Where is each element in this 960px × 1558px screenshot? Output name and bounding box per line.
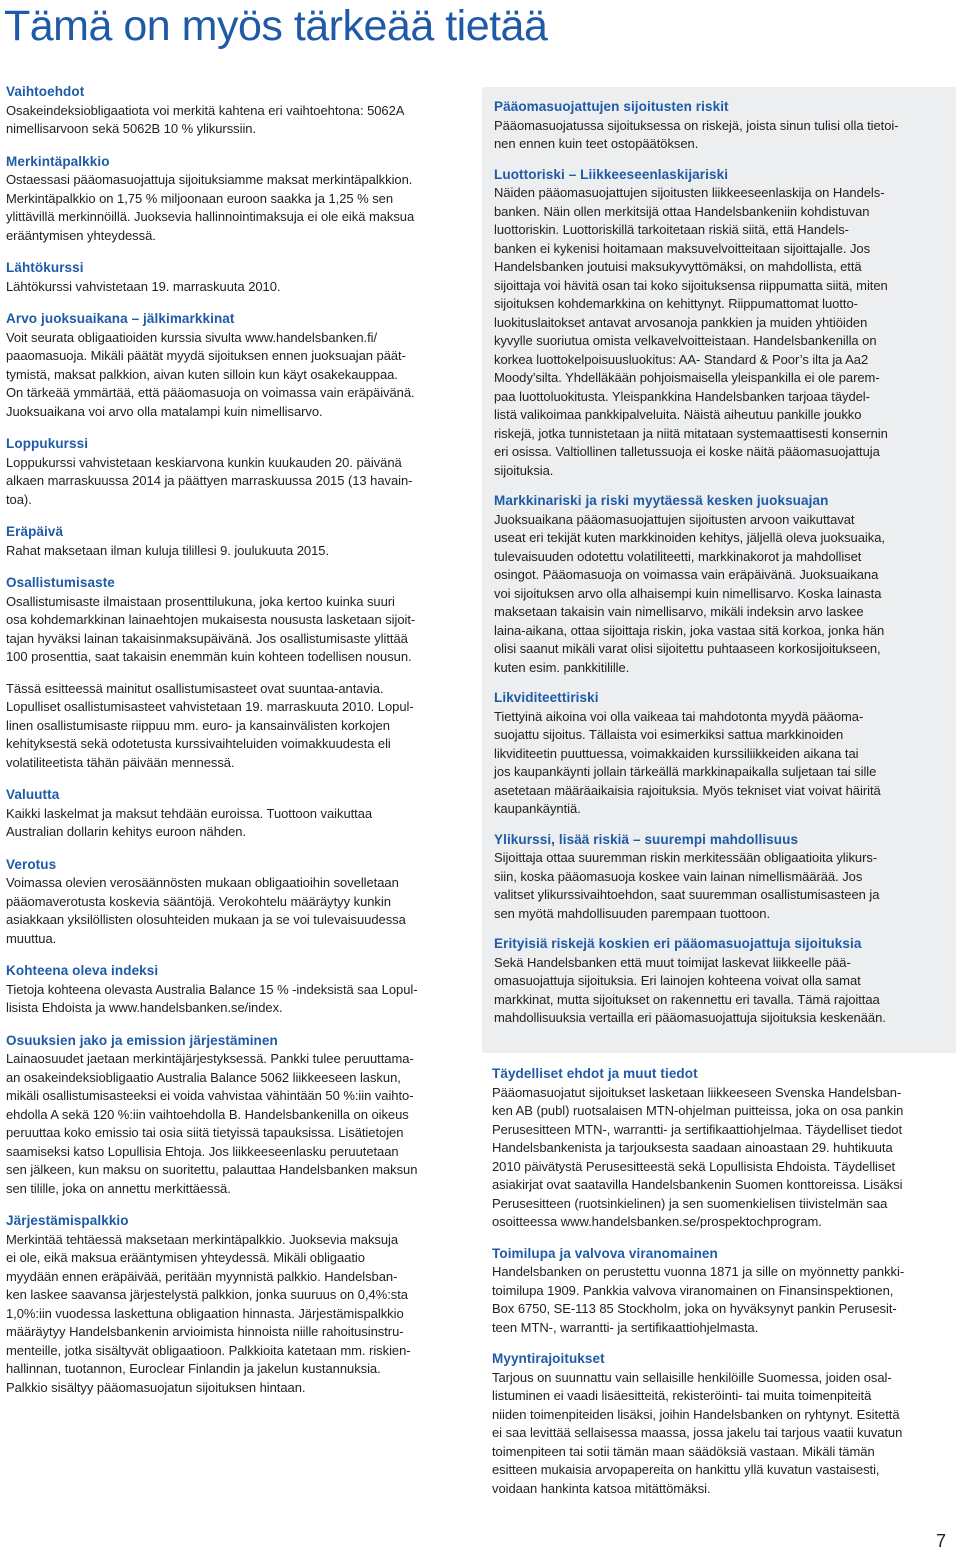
section-heading: Osuuksien jako ja emission järjestäminen	[6, 1032, 278, 1048]
right-bottom-column	[492, 1065, 948, 1511]
section-paragraph: Voit seurata obligaatioiden kurssia sivulta www.handelsbanken.fi/ paaomasuoja. Mikäli päätät myydä sijoituksen ennen juoksuajan päät- tymistä, maksat palkkion, aivan kuten silloin kun käyt osakekauppaa. On tärkeää ymmärtää, että pääomasuoja on voimassa vain eräpäivänä. Juoksuaikana voi arvo olla matalampi kuin nimellisarvo.	[6, 329, 415, 419]
section-paragraph: Juoksuaikana pääomasuojattujen sijoitusten arvoon vaikuttavat useat eri tekijät kuten markkinoiden kehitys, jäljellä oleva juoksuaika, tulevaisuuden odotettu volatiliteetti, markkinakorot ja mahdolliset osingot. Pääomasuoja on voimassa vain eräpäivänä. Juoksuaikana voi sijoituksen arvo olla alhaisempi kuin nimellisarvo. Koska lainasta maksetaan takaisin vain nimellisarvo, mikäli indeksin arvo laskee laina-aikana, ottaa sijoittaja riskin, joka vastaa sitä korkoa, jonka hän olisi saanut mikäli varat olisi sijoitettu puhtaaseen korkosijoitukseen, kuten esim. pankkitilille.	[494, 511, 885, 675]
section-paragraph: Ostaessasi pääomasuojattuja sijoituksiamme maksat merkintäpalkkion. Merkintäpalkkio on 1,75 % miljoonaan euroon saakka ja 1,25 % sen ylittävillä merkinnöillä. Juoksevia hallinnointimaksuja ei ole eikä maksua erääntymisen yhteydessä.	[6, 172, 415, 243]
section-paragraph: Lähtökurssi vahvistetaan 19. marraskuuta 2010.	[6, 278, 281, 294]
section-loppukurssi	[6, 435, 464, 509]
section-ylikurssi-lisaa-riskia-suurempi-mahdollisuus	[494, 831, 946, 924]
section-heading: Valuutta	[6, 787, 60, 802]
section-erapaiva	[6, 523, 464, 560]
section-heading: Markkinariski ja riski myytäessä kesken juoksuajan	[494, 493, 829, 508]
section-heading: Eräpäivä	[6, 524, 64, 539]
section-paragraph: Pääomasuojatut sijoitukset lasketaan liikkeeseen Svenska Handelsban- ken AB (publ) ruotsalaisen MTN-ohjelman puitteissa, joka on osa pankin Perusesitteen MTN-, warrantti- ja sertifikaattiohjelmaa. Täydelliset tiedot Handelsbankenista ja tarjouksesta saadaan ainoastaan 29. huhtikuuta 2010 päivätystä Perusesitteestä sekä Lopullisista Ehdoista. Täydelliset asiakirjat ovat saatavilla Handelsbankenin Suomen konttoreissa. Lisäksi Perusesitteen (ruotsinkielinen) ja sen suomenkielisen tiivistelmän saa osoitteessa www.handelsbanken.se/prospektochprogram.	[492, 1084, 904, 1229]
section-likviditeettiriski	[494, 689, 946, 819]
section-taydelliset-ehdot-ja-muut-tiedot	[492, 1065, 948, 1232]
section-osuuksien-jako-ja-emission-jarjestaminen	[6, 1032, 464, 1199]
section-heading: Loppukurssi	[6, 436, 89, 451]
section-erityisia-riskeja-koskien-eri-paaomasuojattuja-sijoituksia	[494, 935, 946, 1028]
section-heading: Toimilupa ja valvova viranomainen	[492, 1245, 718, 1261]
section-paragraph: Loppukurssi vahvistetaan keskiarvona kunkin kuukauden 20. päivänä alkaen marraskuussa 2014 ja päättyen marraskuussa 2015 (13 havain- toa).	[6, 454, 413, 507]
section-heading: Osallistumisaste	[6, 575, 115, 590]
section-jarjestamispalkkio	[6, 1212, 464, 1397]
section-paragraph: Sijoittaja ottaa suuremman riskin merkitessään obligaatioita ylikurs- siin, koska pääomasuoja koskee vain lainan nimellismäärää. Jos valitset ylikurssivaihtoehdon, saat suuremman osallistumisasteen ja sen myötä mahdollisuuden parempaan tuottoon.	[494, 850, 880, 921]
section-merkintapalkkio	[6, 153, 464, 246]
section-arvo-juoksuaikana-jalkimarkkinat	[6, 310, 464, 421]
section-valuutta	[6, 786, 464, 842]
section-heading: Likviditeettiriski	[494, 690, 599, 705]
section-heading: Kohteena oleva indeksi	[6, 963, 159, 978]
section-vaihtoehdot	[6, 83, 464, 139]
section-verotus	[6, 856, 464, 949]
section-paragraph: Näiden pääomasuojattujen sijoitusten liikkeeseenlaskija on Handels- banken. Näin ollen merkitsijä ottaa Handelsbankeniin kohdistuvan luottoriskin. Luottoriskillä tarkoitetaan riskiä siitä, että Handels- banken ei kykenisi hoitamaan maksuvelvoitteitaan sijoittajalle. Jos Handelsbanken joutuisi maksukyvyttömäksi, on mahdollista, että sijoittaja voi hävitä osan tai koko sijoituksensa riippumatta siitä, miten sijoituksen kohdemarkkina on kehittynyt. Riippumattomat luotto- luokituslaitokset antavat arvosanoja pankkien ja muiden yhtiöiden kyvylle suoriutua omista velkavelvoitteistaan. Handelsbankenilla on korkea luottokelpoisuusluokitus: AA- Standard & Poor’s ilta ja Aa2 Moody’silta. Yhdelläkään pohjoismaisella yleispankilla ei ole parem- paa luottoluokitusta. Yleispankkina Handelsbanken tarjoaa täydel- listä valikoimaa pankkipalveluita. Näistä aiheutuu pankille joukko riskejä, jotka tunnistetaan ja niitä mitataan systemaattisesti konsernin eri osissa. Valtiollinen talletussuoja ei koske näitä pääomasuojattuja sijoituksia.	[494, 185, 888, 478]
section-osallistumisaste	[6, 574, 464, 772]
section-heading: Luottoriski – Liikkeeseenlaskijariski	[494, 166, 729, 182]
section-paaomasuojattujen-sijoitusten-riskit	[494, 98, 946, 154]
section-kohteena-oleva-indeksi	[6, 962, 464, 1018]
section-paragraph: Kaikki laskelmat ja maksut tehdään euroissa. Tuottoon vaikuttaa Australian dollarin kehitys euroon nähden.	[6, 805, 373, 839]
page-title: Tämä on myös tärkeää tietää	[4, 2, 548, 50]
section-heading: Verotus	[6, 856, 57, 872]
section-paragraph: Lainaosuudet jaetaan merkintäjärjestyksessä. Pankki tulee peruuttama- an osakeindeksiobligaatio Australia Balance 5062 liikkeeseen laskun, mikäli osallistumisasteeksi ei voida vahvistaa vähintään 50 %:iin vaihto- ehdolla A sekä 120 %:iin vaihtoehdolla B. Handelsbankenilla on oikeus peruuttaa koko emissio tai osia siitä tietyissä tapauksissa. Lisätietojen saamiseksi katso Lopullisia Ehtoja. Jos liikkeeseenlasku peruutetaan sen jälkeen, kun maksu on suoritettu, palauttaa Handelsbanken maksun sen tilille, joka on annettu merkittäessä.	[6, 1051, 418, 1196]
section-heading: Ylikurssi, lisää riskiä – suurempi mahdollisuus	[494, 831, 799, 847]
section-heading: Erityisiä riskejä koskien eri pääomasuojattuja sijoituksia	[494, 936, 862, 951]
section-markkinariski-ja-riski-myytaessa-kesken-juoksuajan	[494, 492, 946, 677]
section-lahtokurssi	[6, 259, 464, 296]
section-toimilupa-ja-valvova-viranomainen	[492, 1245, 948, 1338]
section-heading: Arvo juoksuaikana – jälkimarkkinat	[6, 311, 235, 326]
page-number: 7	[935, 1531, 946, 1551]
section-paragraph: Rahat maksetaan ilman kuluja tilillesi 9. joulukuuta 2015.	[6, 542, 330, 558]
section-heading: Myyntirajoitukset	[492, 1351, 605, 1366]
section-heading: Täydelliset ehdot ja muut tiedot	[492, 1066, 698, 1081]
section-heading: Pääomasuojattujen sijoitusten riskit	[494, 99, 729, 114]
section-paragraph: Tässä esitteessä mainitut osallistumisasteet ovat suuntaa-antavia. Lopulliset osallistumisasteet vahvistetaan 19. marraskuuta 2010. Lopul- linen osallistumisaste riippuu mm. euro- ja kansainvälisten korkojen kehityksestä sekä odotetusta kurssivaihteluiden voimakkuudesta eli volatiliteetista tähän päivään mennessä.	[6, 680, 414, 770]
section-heading: Lähtökurssi	[6, 260, 84, 275]
section-paragraph: Sekä Handelsbanken että muut toimijat laskevat liikkeelle pää- omasuojattuja sijoituksia. Eri lainojen kohteena voivat olla samat markkinat, mutta sijoitukset on rakennettu eri tavalla. Tämä rajoittaa mahdollisuuksia vertailla eri pääomasuojattuja sijoituksia keskenään.	[494, 954, 886, 1025]
risk-info-box	[482, 87, 956, 1053]
section-paragraph: Osakeindeksiobligaatiota voi merkitä kahtena eri vaihtoehtona: 5062A nimellisarvoon sekä 5062B 10 % ylikurssiin.	[6, 102, 405, 136]
section-paragraph: Handelsbanken on perustettu vuonna 1871 ja sille on myönnetty pankki- toimilupa 1909. Pankkia valvova viranomainen on Finansinspektionen, Box 6750, SE-113 85 Stockholm, joka on hyväksynyt pankin Perusesit- teen MTN-, warrantti- ja sertifikaattiohjelmasta.	[492, 1264, 905, 1335]
section-myyntirajoitukset	[492, 1350, 948, 1498]
section-paragraph: Voimassa olevien verosäännösten mukaan obligaatioihin sovelletaan pääomaverotusta koskevia sääntöjä. Verokohtelu määräytyy kunkin asiakkaan yksilöllisten olosuhteiden mukaan ja se voi tulevaisuudessa muuttua.	[6, 875, 406, 946]
section-paragraph: Osallistumisaste ilmaistaan prosenttilukuna, joka kertoo kuinka suuri osa kohdemarkkinan lainaehtojen mukaisesta noususta lasketaan sijoit- tajan hyväksi lainan takaisinmaksupäivänä. Jos osallistumisaste ylittää 100 prosenttia, saat takaisin enemmän kuin kohteen todellisen nousun.	[6, 593, 416, 664]
section-paragraph: Tiettyinä aikoina voi olla vaikeaa tai mahdotonta myydä pääoma- suojattu sijoitus. Tällaista voi esimerkiksi sattua markkinoiden likviditeetin puuttuessa, voimakkaiden kurssiliikkeiden aikana tai jos kaupankäynti jollain tärkeällä markkinapaikalla suljetaan tai sille asetetaan määräaikaisia rajoituksia. Myös tekniset viat voivat häiritä kaupankäyntiä.	[494, 708, 881, 816]
section-paragraph: Tarjous on suunnattu vain sellaisille henkilöille Suomessa, joiden osal- listuminen ei vaadi lisäesitteitä, rekisteröinti- tai muita toimenpiteitä niiden toimenpiteiden lisäksi, joihin Handelsbanken on ryhtynyt. Esitettä ei saa levittää sellaisessa maassa, jossa jakelu tai tarjous vaatii kuvatun toimenpiteen tai sotii tämän maan säädöksiä vastaan. Mikäli tämän esitteen mukaisia arvopapereita on hankittu yllä kuvatun vastaisesti, voidaan hankinta katsoa mitättömäksi.	[492, 1369, 903, 1496]
section-paragraph: Tietoja kohteena olevasta Australia Balance 15 % -indeksistä saa Lopul- lisista Ehdoista ja www.handelsbanken.se/index.	[6, 981, 418, 1015]
section-heading: Vaihtoehdot	[6, 84, 85, 99]
section-luottoriski-liikkeeseenlaskijariski	[494, 166, 946, 481]
section-heading: Järjestämispalkkio	[6, 1213, 129, 1228]
section-heading: Merkintäpalkkio	[6, 153, 110, 169]
section-paragraph: Pääomasuojatussa sijoituksessa on riskejä, joista sinun tulisi olla tietoi- nen ennen kuin teet ostopäätöksen.	[494, 117, 899, 151]
section-paragraph: Merkintää tehtäessä maksetaan merkintäpalkkio. Juoksevia maksuja ei ole, eikä maksua erääntymisen yhteydessä. Mikäli obligaatio myydään ennen eräpäivää, peritään myynnistä palkkio. Handelsban- ken laskee saavansa järjestelystä palkkion, jonka suuruus on 0,4%:sta 1,0%:iin vuodessa laskettuna obligaation hinnasta. Järjestämispalkkio määräytyy Handelsbankenin arvioimista hinnoista niille rahoitusinstru- menteille, jotka sisältyvät obligaatioon. Palkkioita katetaan mm. riskien- hallinnan, tuotannon, Euroclear Finlandin ja jakelun kustannuksia. Palkkio sisältyy pääomasuojatun sijoituksen hintaan.	[6, 1231, 411, 1395]
left-column	[6, 83, 464, 1411]
